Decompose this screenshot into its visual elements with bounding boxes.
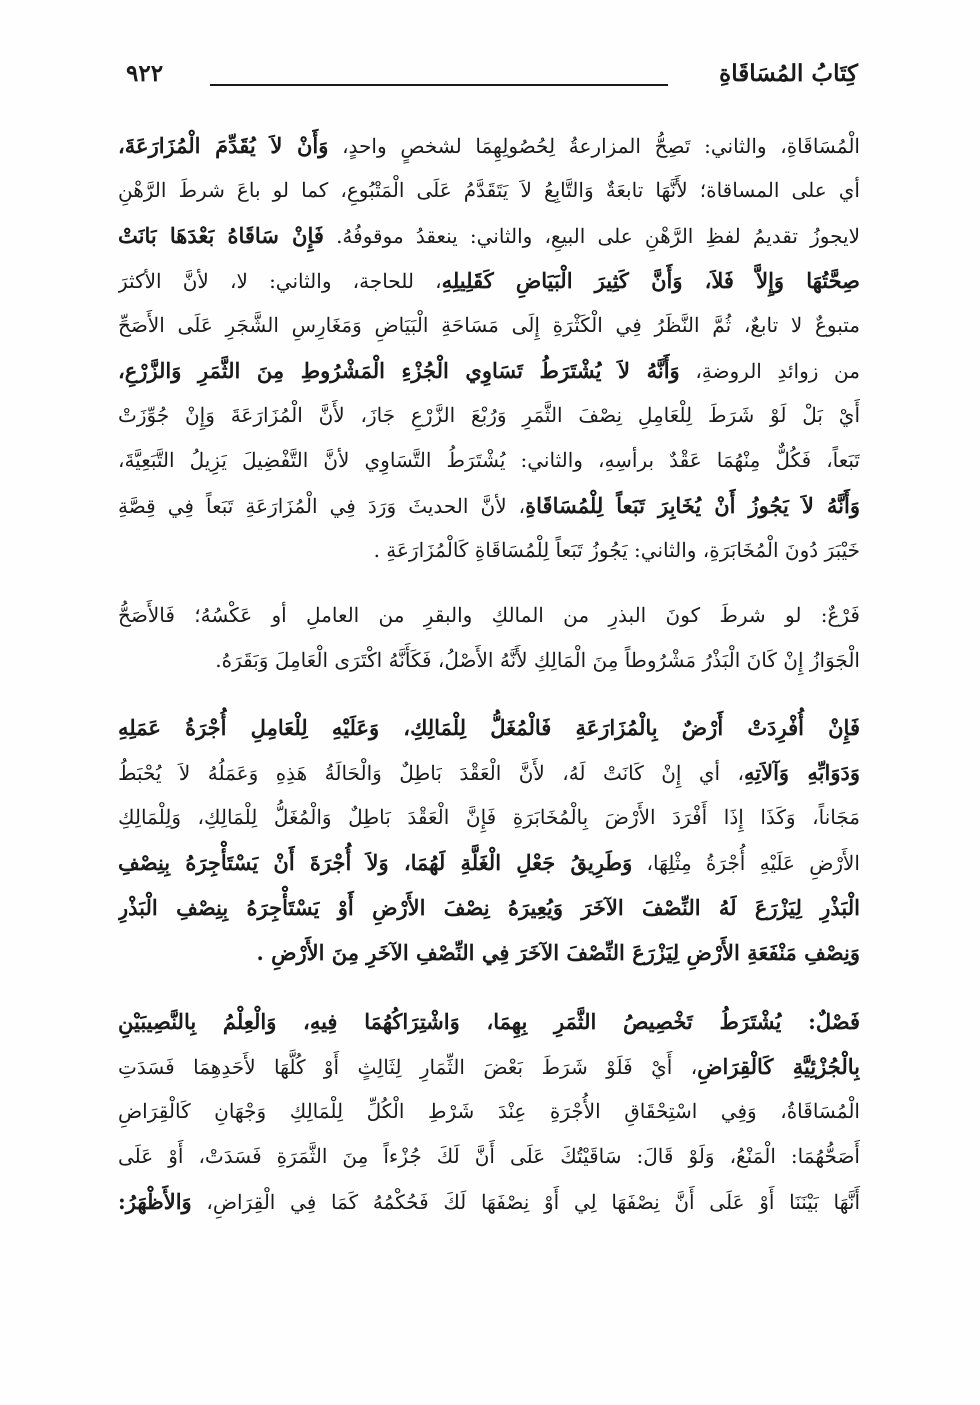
text-line	[118, 1044, 860, 1089]
text-line	[118, 483, 860, 528]
commentary-text: أي على المساقاة؛ لأَنَّهَا تابعَةٌ وَالتَّابِعُ لاَ يَتَقَدَّمُ عَلَى الْمَتْبُوعِ، كما لو باعَ شرطَ الرَّهْنِ	[118, 178, 860, 202]
text-line	[118, 168, 860, 213]
commentary-text: خَيْبَرَ دُونَ الْمُخَابَرَةِ، والثاني: يَجُوزُ تَبَعاً لِلْمُسَاقَاةِ كَالْمُزَارَعَةِ .	[373, 538, 860, 562]
text-line	[118, 303, 860, 348]
commentary-text: الأَرْضِ عَلَيْهِ أُجْرَةُ مِثْلِهَا،	[632, 851, 860, 875]
matn-text: وَأَنَّهُ لاَ يَجُوزُ أَنْ يُخَابِرَ تَبَعاً لِلْمُسَاقَاةِ	[525, 493, 860, 518]
commentary-text: الْمُسَاقَاةُ، وَفِي اسْتِحْقَاقِ الأُجْرَةِ عِنْدَ شَرْطِ الْكُلِّ لِلْمَالِكِ وَجْهَانِ كَالْقِرَاضِ	[118, 1099, 860, 1123]
text-block	[118, 593, 860, 683]
commentary-text: لايجوزُ تقديمُ لفظِ الرَّهْنِ على البيعِ، والثاني: ينعقدُ موقوفُهُ.	[323, 224, 860, 248]
text-line	[118, 438, 860, 483]
commentary-text: من زوائدِ الروضةِ،	[679, 359, 860, 383]
matn-text: فَصْلٌ: يُشْتَرَطُ تَخْصِيصُ الثَّمَرِ بِهِمَا، وَاشْتِرَاكُهُمَا فِيهِ، وَالْعِلْمُ بِالنَّصِيبَيْنِ	[118, 1009, 860, 1034]
running-title: كِتَابُ المُسَاقَاةِ	[719, 60, 858, 87]
matn-text: الْبَذْرِ لِيَزْرَعَ لَهُ النِّصْفَ الآخَرَ وَيُعِيرَهُ نِصْفَ الأَرْضِ أَوْ يَسْتَأْجِرَهُ بِنِصْفِ الْبَذْرِ	[118, 895, 860, 920]
text-line	[118, 999, 860, 1044]
text-line	[118, 795, 860, 840]
page-header	[118, 58, 858, 98]
matn-text: فَإِنْ أُفْرِدَتْ أَرْضٌ بِالْمُزَارَعَةِ فَالْمُغَلُّ لِلْمَالِكِ، وَعَلَيْهِ لِلْعَامِلِ أُجْرَةُ عَمَلِهِ	[118, 715, 860, 740]
paragraph-gap	[118, 573, 860, 593]
text-line	[118, 885, 860, 930]
header-rule	[210, 84, 668, 86]
commentary-text: أَيْ بَلْ لَوْ شَرَطَ لِلْعَامِلِ نِصْفَ الثَّمَرِ وَرُبْعَ الزَّرْعِ جَازَ، لأَنَّ الْمُزَارَعَةَ وَإِنْ جُوِّزَتْ	[118, 403, 860, 427]
text-line	[118, 840, 860, 885]
commentary-text: ، للحاجة، والثاني: لا، لأنَّ الأكثرَ	[118, 269, 442, 293]
matn-text: وَأَنْ لاَ يُقَدِّمَ الْمُزَارَعَةَ،	[118, 133, 329, 158]
matn-text: وَالأَظْهَرُ:	[118, 1189, 192, 1214]
commentary-text: ، أي إِنْ كَانَتْ لَهُ، لأَنَّ الْعَقْدَ بَاطِلٌ وَالْحَالَةُ هَذِهِ وَعَمَلُهُ لاَ يُحْبَطُ	[118, 761, 744, 785]
matn-text: وَأَنَّهُ لاَ يُشْتَرَطُ تَسَاوِي الْجُزْءِ الْمَشْرُوطِ مِنَ الثَّمَرِ وَالزَّرْعِ،	[118, 358, 680, 383]
text-block	[118, 999, 860, 1224]
text-line	[118, 393, 860, 438]
paragraph-gap	[118, 683, 860, 705]
commentary-text: ، أَيْ فَلَوْ شَرَطَ بَعْضَ الثِّمَارِ لِثَالِثٍ أَوْ كُلَّهَا لأَحَدِهِمَا فَسَدَتِ	[118, 1055, 698, 1079]
commentary-text: الْجَوَازُ إِنْ كَانَ الْبَذْرُ مَشْرُوطاً مِنَ الْمَالِكِ لأَنَّهُ الأَصْلُ، فَكَأَنَّهُ اكْتَرَى الْعَامِلَ وَبَقَرَهُ.	[215, 648, 860, 672]
text-line	[118, 705, 860, 750]
paragraph-gap	[118, 975, 860, 999]
matn-text: وَنِصْفِ مَنْفَعَةِ الأَرْضِ لِيَزْرَعَ النِّصْفَ الآخَرَ فِي النِّصْفِ الآخَرِ مِنَ الأَرْضِ .	[256, 940, 860, 965]
text-line	[118, 593, 860, 638]
matn-text: بِالْجُزْئِيَّةِ كَالْقِرَاضِ	[697, 1054, 860, 1079]
text-block	[118, 123, 860, 573]
commentary-text: الْمُسَاقَاةِ، والثاني: تَصِحُّ المزارعةُ لِحُصُولِهِمَا لشخصٍ واحدٍ،	[328, 134, 860, 158]
page-number: ٩٢٢	[126, 60, 164, 87]
commentary-text: تَبَعاً، فَكُلٌّ مِنْهُمَا عَقْدٌ برأسِهِ، والثاني: يُشْتَرَطُ التَّسَاوِي لأنَّ التَّفْضِيلَ يَزِيلُ التَّبَعِيَّةَ،	[118, 448, 860, 472]
text-line	[118, 1134, 860, 1179]
matn-text: صِحَّتُهَا وَإِلاَّ فَلاَ، وَأَنَّ كَثِيرَ الْبَيَاضِ كَقَلِيلِهِ	[441, 268, 860, 293]
text-line	[118, 123, 860, 168]
text-block	[118, 705, 860, 975]
text-line	[118, 348, 860, 393]
text-line	[118, 213, 860, 258]
matn-text: فَإِنْ سَاقَاهُ بَعْدَهَا بَانَتْ	[118, 223, 324, 248]
text-line	[118, 1179, 860, 1224]
commentary-text: متبوعٌ لا تابعٌ، ثُمَّ النَّظَرُ فِي الْكَثْرَةِ إِلَى مَسَاحَةِ الْبَيَاضِ وَمَغَارِسِ الشَّجَرِ عَلَى الأَصَحِّ	[118, 313, 860, 337]
commentary-text: أَصَحُّهُمَا: الْمَنْعُ، وَلَوْ قَالَ: سَاقَيْتُكَ عَلَى أَنَّ لَكَ جُزْءاً مِنَ الثَّمَرَةِ فَسَدَتْ، أَوْ عَلَى	[118, 1144, 860, 1168]
page-body	[118, 123, 860, 1224]
commentary-text: فَرْعٌ: لو شرطَ كونَ البذرِ من المالكِ والبقرِ من العاملِ أو عَكْسُهُ؛ فَالأَصَحُّ	[118, 603, 860, 627]
commentary-text: ، لأنَّ الحديثَ وَرَدَ فِي الْمُزَارَعَةِ تَبَعاً فِي قِصَّةِ	[118, 494, 526, 518]
text-line	[118, 930, 860, 975]
text-line	[118, 528, 860, 573]
text-line	[118, 638, 860, 683]
text-line	[118, 750, 860, 795]
matn-text: وَطَرِيقُ جَعْلِ الْغَلَّةِ لَهُمَا، وَلاَ أُجْرَةَ أَنْ يَسْتَأْجِرَهُ بِنِصْفِ	[118, 850, 633, 875]
text-line	[118, 1089, 860, 1134]
text-line	[118, 258, 860, 303]
commentary-text: مَجَاناً، وَكَذَا إِذَا أَفْرَدَ الأَرْضَ بِالْمُخَابَرَةِ فَإِنَّ الْعَقْدَ بَاطِلٌ وَالْمُغَلُّ لِلْمَالِكِ، وَلِلْمَالِكِ	[118, 805, 860, 829]
matn-text: وَدَوَابِّهِ وَآلاَتِهِ	[743, 760, 860, 785]
commentary-text: أَنَّهَا بَيْنَنَا أَوْ عَلَى أَنَّ نِصْفَهَا لِي أَوْ نِصْفَهَا لَكَ فَحُكْمُهُ كَمَا فِي الْقِرَاضِ،	[191, 1190, 860, 1214]
